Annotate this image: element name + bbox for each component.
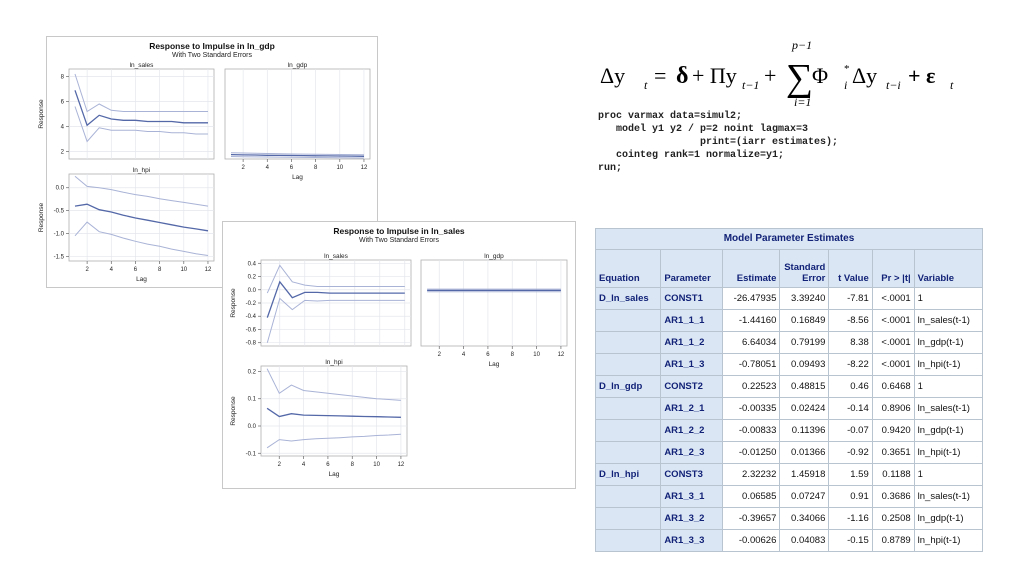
panel-frame <box>69 69 214 159</box>
x-tick-label: 6 <box>486 352 490 358</box>
cell-equation: D_ln_gdp <box>596 376 661 398</box>
cell-stderr: 3.39240 <box>780 288 829 310</box>
y-tick-label: 4 <box>60 124 64 131</box>
cell-parameter: AR1_2_3 <box>661 442 723 464</box>
irf-panel <box>225 62 370 181</box>
cell-p: 0.1188 <box>872 464 914 486</box>
x-tick-label: 6 <box>289 165 294 171</box>
vecm-equation <box>598 28 998 108</box>
x-tick-label: 12 <box>557 352 565 358</box>
cell-estimate: -0.00626 <box>722 530 779 552</box>
cell-tvalue: 0.91 <box>829 486 872 508</box>
cell-p: <.0001 <box>872 310 914 332</box>
x-tick-label: 2 <box>277 462 281 468</box>
y-tick-label: 0.1 <box>247 396 256 403</box>
table-row <box>596 332 983 354</box>
cell-parameter: CONST2 <box>661 376 723 398</box>
cell-stderr: 0.48815 <box>780 376 829 398</box>
cell-tvalue: -0.92 <box>829 442 872 464</box>
table-row <box>596 486 983 508</box>
code-line: print=(iarr estimates); <box>598 137 839 148</box>
cell-variable: 1 <box>914 376 982 398</box>
eq-phi-sup: * <box>844 63 850 75</box>
y-axis-label: Response <box>230 396 237 426</box>
eq-phi: Φ <box>812 63 829 88</box>
cell-parameter: AR1_2_1 <box>661 398 723 420</box>
eq-lhs: Δy <box>600 63 626 88</box>
x-tick-label: 12 <box>360 165 368 171</box>
cell-equation: D_ln_hpi <box>596 464 661 486</box>
x-tick-label: 2 <box>241 165 245 171</box>
cell-variable: ln_hpi(t-1) <box>914 530 982 552</box>
cell-equation <box>596 310 661 332</box>
y-tick-label: -0.2 <box>245 301 256 307</box>
x-axis-label: Lag <box>488 361 500 368</box>
cell-estimate: -26.47935 <box>722 288 779 310</box>
cell-tvalue: -0.15 <box>829 530 872 552</box>
cell-p: <.0001 <box>872 354 914 376</box>
cell-estimate: 0.06585 <box>722 486 779 508</box>
cell-estimate: -1.44160 <box>722 310 779 332</box>
header-variable: Variable <box>914 250 982 288</box>
table-row <box>596 376 983 398</box>
x-axis-label: Lag <box>292 174 303 181</box>
eq-plus: + <box>764 63 777 88</box>
x-tick-label: 12 <box>204 267 212 273</box>
x-tick-label: 2 <box>85 267 89 273</box>
cell-parameter: CONST1 <box>661 288 723 310</box>
table-row <box>596 354 983 376</box>
cell-estimate: -0.00335 <box>722 398 779 420</box>
table-row <box>596 310 983 332</box>
header-pvalue: Pr > |t| <box>872 250 914 288</box>
parameter-estimates-table <box>595 228 983 552</box>
cell-variable: ln_sales(t-1) <box>914 398 982 420</box>
cell-parameter: AR1_3_1 <box>661 486 723 508</box>
x-tick-label: 10 <box>533 352 540 358</box>
eq-delta: δ <box>676 63 689 89</box>
cell-estimate: -0.39657 <box>722 508 779 530</box>
header-parameter: Parameter <box>661 250 723 288</box>
cell-tvalue: -8.56 <box>829 310 872 332</box>
irf-sales-panel <box>222 221 576 489</box>
eq-lhs-sub: t <box>644 78 648 92</box>
y-tick-label: -0.6 <box>245 327 256 334</box>
cell-equation <box>596 508 661 530</box>
x-axis-label: Lag <box>328 471 340 478</box>
y-tick-label: -1.0 <box>53 231 64 238</box>
panel-title: ln_gdp <box>287 62 308 69</box>
cell-parameter: AR1_3_2 <box>661 508 723 530</box>
cell-p: 0.2508 <box>872 508 914 530</box>
header-tvalue: t Value <box>829 250 872 288</box>
cell-tvalue: -8.22 <box>829 354 872 376</box>
cell-estimate: 6.64034 <box>722 332 779 354</box>
table-row <box>596 398 983 420</box>
irf-panel <box>38 167 214 283</box>
y-tick-label: -0.1 <box>245 451 256 458</box>
table-body <box>596 288 983 552</box>
cell-p: 0.3651 <box>872 442 914 464</box>
eq-dy: Δy <box>852 63 878 88</box>
cell-stderr: 0.01366 <box>780 442 829 464</box>
x-tick-label: 4 <box>265 165 269 171</box>
eq-equals: = <box>654 63 667 88</box>
table-row <box>596 508 983 530</box>
cell-equation <box>596 442 661 464</box>
cell-p: 0.3686 <box>872 486 914 508</box>
x-tick-label: 10 <box>373 462 380 468</box>
cell-p: 0.6468 <box>872 376 914 398</box>
cell-parameter: AR1_1_1 <box>661 310 723 332</box>
panel-title: ln_hpi <box>325 359 343 366</box>
panel-title: ln_hpi <box>132 167 151 174</box>
y-tick-label: 8 <box>60 74 64 81</box>
y-tick-label: 6 <box>60 99 64 106</box>
x-tick-label: 10 <box>180 267 188 273</box>
cell-equation <box>596 420 661 442</box>
x-tick-label: 8 <box>157 267 162 273</box>
cell-tvalue: -7.81 <box>829 288 872 310</box>
y-axis-label: Response <box>38 99 45 129</box>
irf-panel <box>421 253 567 368</box>
x-tick-label: 6 <box>133 267 138 273</box>
code-line: run; <box>598 163 623 174</box>
cell-parameter: AR1_1_2 <box>661 332 723 354</box>
table-title: Model Parameter Estimates <box>595 228 983 249</box>
equation-svg <box>598 28 998 108</box>
eq-eps-sub: t <box>950 78 954 92</box>
table-header-row <box>596 250 983 288</box>
cell-p: <.0001 <box>872 332 914 354</box>
cell-equation <box>596 530 661 552</box>
panel-frame <box>261 366 407 456</box>
eq-eps: + ε <box>908 63 936 88</box>
cell-p: 0.8906 <box>872 398 914 420</box>
x-tick-label: 4 <box>301 462 306 468</box>
table-row <box>596 288 983 310</box>
header-equation: Equation <box>596 250 661 288</box>
y-tick-label: 0.0 <box>247 424 256 430</box>
x-tick-label: 4 <box>461 352 466 358</box>
cell-variable: ln_gdp(t-1) <box>914 420 982 442</box>
cell-stderr: 0.04083 <box>780 530 829 552</box>
y-tick-label: -0.5 <box>53 208 64 215</box>
table-row <box>596 420 983 442</box>
cell-stderr: 1.45918 <box>780 464 829 486</box>
cell-stderr: 0.11396 <box>780 420 829 442</box>
cell-tvalue: 8.38 <box>829 332 872 354</box>
code-line: model y1 y2 / p=2 noint lagmax=3 <box>598 124 809 135</box>
cell-estimate: 0.22523 <box>722 376 779 398</box>
panel-frame <box>225 69 370 159</box>
cell-parameter: AR1_1_3 <box>661 354 723 376</box>
cell-tvalue: -0.14 <box>829 398 872 420</box>
cell-parameter: CONST3 <box>661 464 723 486</box>
eq-sum-lower: i=1 <box>794 95 812 109</box>
table-row <box>596 442 983 464</box>
irf-panel <box>230 359 407 478</box>
cell-stderr: 0.34066 <box>780 508 829 530</box>
panel-title: ln_sales <box>324 253 348 260</box>
y-tick-label: 0.4 <box>247 261 256 268</box>
cell-tvalue: 0.46 <box>829 376 872 398</box>
cell-equation <box>596 332 661 354</box>
cell-p: 0.9420 <box>872 420 914 442</box>
cell-equation <box>596 398 661 420</box>
cell-estimate: -0.00833 <box>722 420 779 442</box>
cell-estimate: 2.32232 <box>722 464 779 486</box>
eq-dy-sub: t−i <box>886 78 901 92</box>
chart-subtitle: With Two Standard Errors <box>358 237 440 244</box>
cell-equation <box>596 354 661 376</box>
cell-variable: 1 <box>914 288 982 310</box>
y-tick-label: 0.0 <box>247 287 256 294</box>
y-tick-label: -1.5 <box>53 254 64 261</box>
panel-title: ln_sales <box>129 62 154 69</box>
x-tick-label: 6 <box>326 462 330 468</box>
y-tick-label: -0.8 <box>245 340 256 347</box>
header-stderr: Standard Error <box>780 250 829 288</box>
cell-p: 0.8789 <box>872 530 914 552</box>
cell-estimate: -0.01250 <box>722 442 779 464</box>
y-tick-label: 0.0 <box>55 185 64 192</box>
cell-p: <.0001 <box>872 288 914 310</box>
code-line: cointeg rank=1 normalize=y1; <box>598 150 785 161</box>
sum-icon: ∑ <box>786 57 814 99</box>
panel-title: ln_gdp <box>484 253 504 260</box>
chart-subtitle: With Two Standard Errors <box>171 52 253 59</box>
code-line: proc varmax data=simul2; <box>598 111 743 122</box>
x-tick-label: 8 <box>350 462 354 468</box>
cell-variable: 1 <box>914 464 982 486</box>
eq-pi-sub: t−1 <box>742 78 760 92</box>
header-estimate: Estimate <box>722 250 779 288</box>
cell-variable: ln_gdp(t-1) <box>914 332 982 354</box>
x-tick-label: 10 <box>336 165 344 171</box>
cell-stderr: 0.79199 <box>780 332 829 354</box>
cell-stderr: 0.07247 <box>780 486 829 508</box>
x-tick-label: 12 <box>397 462 405 468</box>
cell-stderr: 0.16849 <box>780 310 829 332</box>
table-row <box>596 464 983 486</box>
cell-estimate: -0.78051 <box>722 354 779 376</box>
chart-title: Response to Impulse in ln_gdp <box>149 41 275 51</box>
cell-variable: ln_hpi(t-1) <box>914 442 982 464</box>
cell-stderr: 0.09493 <box>780 354 829 376</box>
cell-variable: ln_gdp(t-1) <box>914 508 982 530</box>
cell-variable: ln_hpi(t-1) <box>914 354 982 376</box>
y-axis-label: Response <box>38 202 45 233</box>
y-tick-label: 2 <box>60 149 64 156</box>
table-row <box>596 530 983 552</box>
eq-sum-upper: p−1 <box>792 38 813 52</box>
panel-frame <box>421 260 567 346</box>
cell-equation: D_ln_sales <box>596 288 661 310</box>
cell-tvalue: 1.59 <box>829 464 872 486</box>
x-tick-label: 8 <box>510 352 514 358</box>
irf-panel <box>38 62 214 159</box>
irf-sales-chart <box>223 222 575 488</box>
x-tick-label: 8 <box>313 165 318 171</box>
cell-tvalue: -1.16 <box>829 508 872 530</box>
cell-parameter: AR1_2_2 <box>661 420 723 442</box>
x-tick-label: 2 <box>437 352 441 358</box>
cell-variable: ln_sales(t-1) <box>914 486 982 508</box>
chart-title: Response to Impulse in ln_sales <box>333 226 465 236</box>
cell-variable: ln_sales(t-1) <box>914 310 982 332</box>
y-tick-label: -0.4 <box>245 314 256 321</box>
y-axis-label: Response <box>230 288 237 318</box>
cell-stderr: 0.02424 <box>780 398 829 420</box>
eq-pi-y: + Πy <box>692 63 737 88</box>
x-axis-label: Lag <box>136 276 147 283</box>
x-tick-label: 4 <box>109 267 113 273</box>
irf-panel <box>230 253 411 347</box>
sas-code-block <box>598 110 838 175</box>
y-tick-label: 0.2 <box>247 274 256 281</box>
y-tick-label: 0.2 <box>247 369 256 376</box>
cell-equation <box>596 486 661 508</box>
cell-parameter: AR1_3_3 <box>661 530 723 552</box>
eq-phi-sub: i <box>844 78 848 92</box>
cell-tvalue: -0.07 <box>829 420 872 442</box>
